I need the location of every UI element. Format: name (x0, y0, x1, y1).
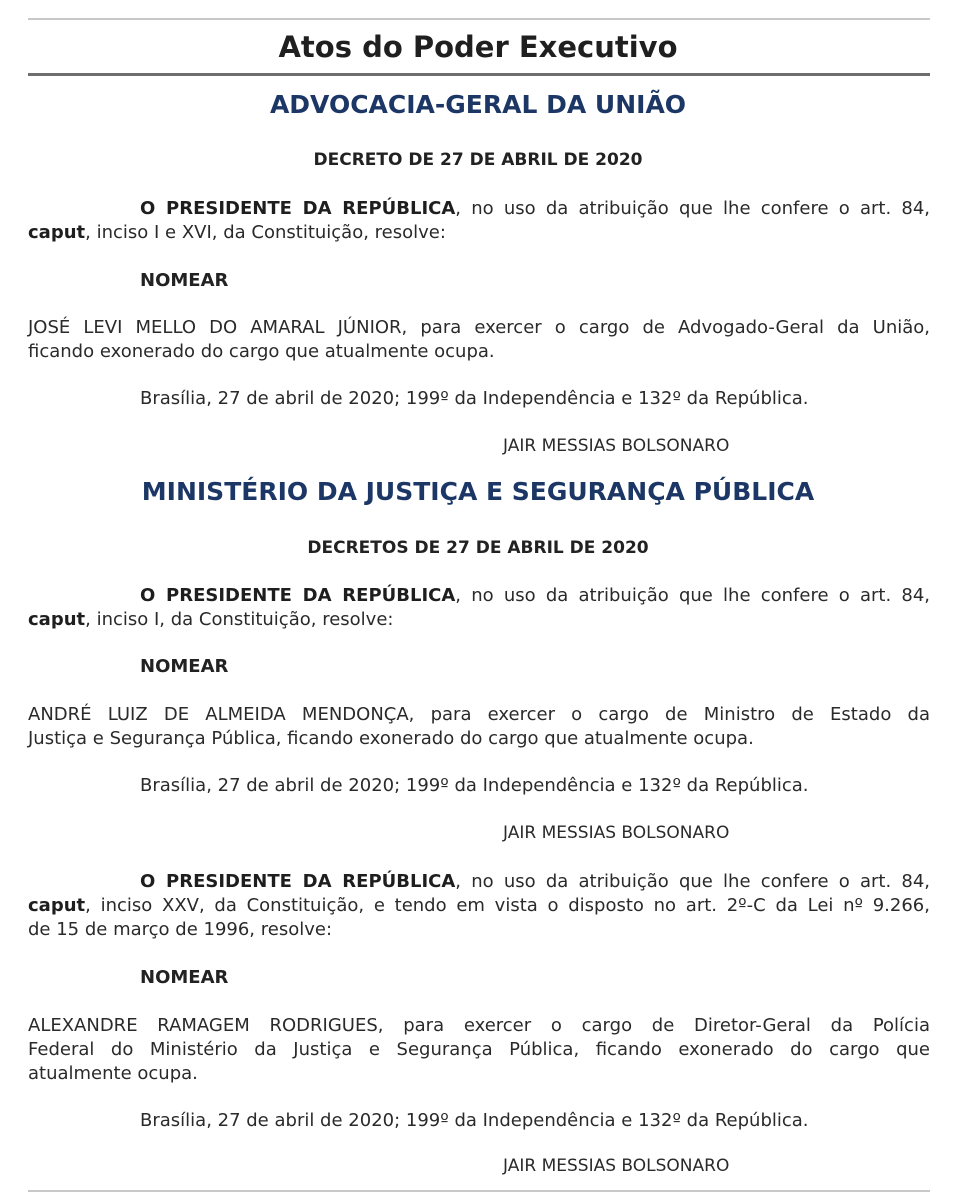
section-org-title: MINISTÉRIO DA JUSTIÇA E SEGURANÇA PÚBLICA (141, 477, 815, 506)
section-org-title: ADVOCACIA-GERAL DA UNIÃO (269, 90, 687, 119)
preamble-text: , inciso XXV, da Constituição, e tendo em vista o disposto no art. 2º-C da Lei nº 9.266, (85, 895, 930, 916)
preamble-text: , inciso I, da Constituição, resolve: (85, 609, 394, 630)
act-verb: NOMEAR (140, 967, 229, 988)
act-preamble (28, 197, 930, 245)
signature: JAIR MESSIAS BOLSONARO (503, 823, 730, 843)
decree-title: DECRETO DE 27 DE ABRIL DE 2020 (313, 150, 643, 170)
body-line: ANDRÉ LUIZ DE ALMEIDA MENDONÇA, para exercer o cargo de Ministro de Estado da (28, 704, 930, 725)
act-body (28, 1014, 930, 1086)
preamble-bold: O PRESIDENTE DA REPÚBLICA (140, 585, 456, 606)
title-divider (28, 73, 930, 76)
act-preamble (28, 584, 930, 632)
body-line: JOSÉ LEVI MELLO DO AMARAL JÚNIOR, para exercer o cargo de Advogado-Geral da União, (28, 317, 930, 338)
caput-bold: caput (28, 895, 86, 916)
page-title: Atos do Poder Executivo (278, 30, 678, 64)
act-body (28, 316, 930, 364)
act-preamble (28, 870, 930, 942)
signature: JAIR MESSIAS BOLSONARO (503, 1156, 730, 1176)
dateline: Brasília, 27 de abril de 2020; 199º da Independência e 132º da República. (140, 775, 809, 796)
preamble-text: , inciso I e XVI, da Constituição, resolve: (85, 222, 446, 243)
body-line: Federal do Ministério da Justiça e Segurança Pública, ficando exonerado do cargo que (28, 1039, 930, 1060)
top-divider (28, 18, 930, 20)
preamble-text: de 15 de março de 1996, resolve: (28, 919, 333, 940)
signature: JAIR MESSIAS BOLSONARO (503, 436, 730, 456)
preamble-text: , no uso da atribuição que lhe confere o art. 84, (455, 871, 930, 892)
preamble-text: , no uso da atribuição que lhe confere o art. 84, (455, 585, 930, 606)
body-line: atualmente ocupa. (28, 1063, 198, 1084)
preamble-bold: O PRESIDENTE DA REPÚBLICA (140, 198, 456, 219)
caput-bold: caput (28, 609, 86, 630)
act-verb: NOMEAR (140, 270, 229, 291)
preamble-bold: O PRESIDENTE DA REPÚBLICA (140, 871, 456, 892)
caput-bold: caput (28, 222, 86, 243)
body-line: ficando exonerado do cargo que atualmente ocupa. (28, 341, 495, 362)
bottom-divider (28, 1190, 930, 1192)
dateline: Brasília, 27 de abril de 2020; 199º da Independência e 132º da República. (140, 1110, 809, 1131)
decree-title: DECRETOS DE 27 DE ABRIL DE 2020 (307, 538, 649, 558)
act-body (28, 703, 930, 751)
body-line: Justiça e Segurança Pública, ficando exonerado do cargo que atualmente ocupa. (28, 728, 754, 749)
body-line: ALEXANDRE RAMAGEM RODRIGUES, para exercer o cargo de Diretor-Geral da Polícia (28, 1015, 930, 1036)
preamble-text: , no uso da atribuição que lhe confere o art. 84, (455, 198, 930, 219)
act-verb: NOMEAR (140, 656, 229, 677)
dateline: Brasília, 27 de abril de 2020; 199º da Independência e 132º da República. (140, 388, 809, 409)
